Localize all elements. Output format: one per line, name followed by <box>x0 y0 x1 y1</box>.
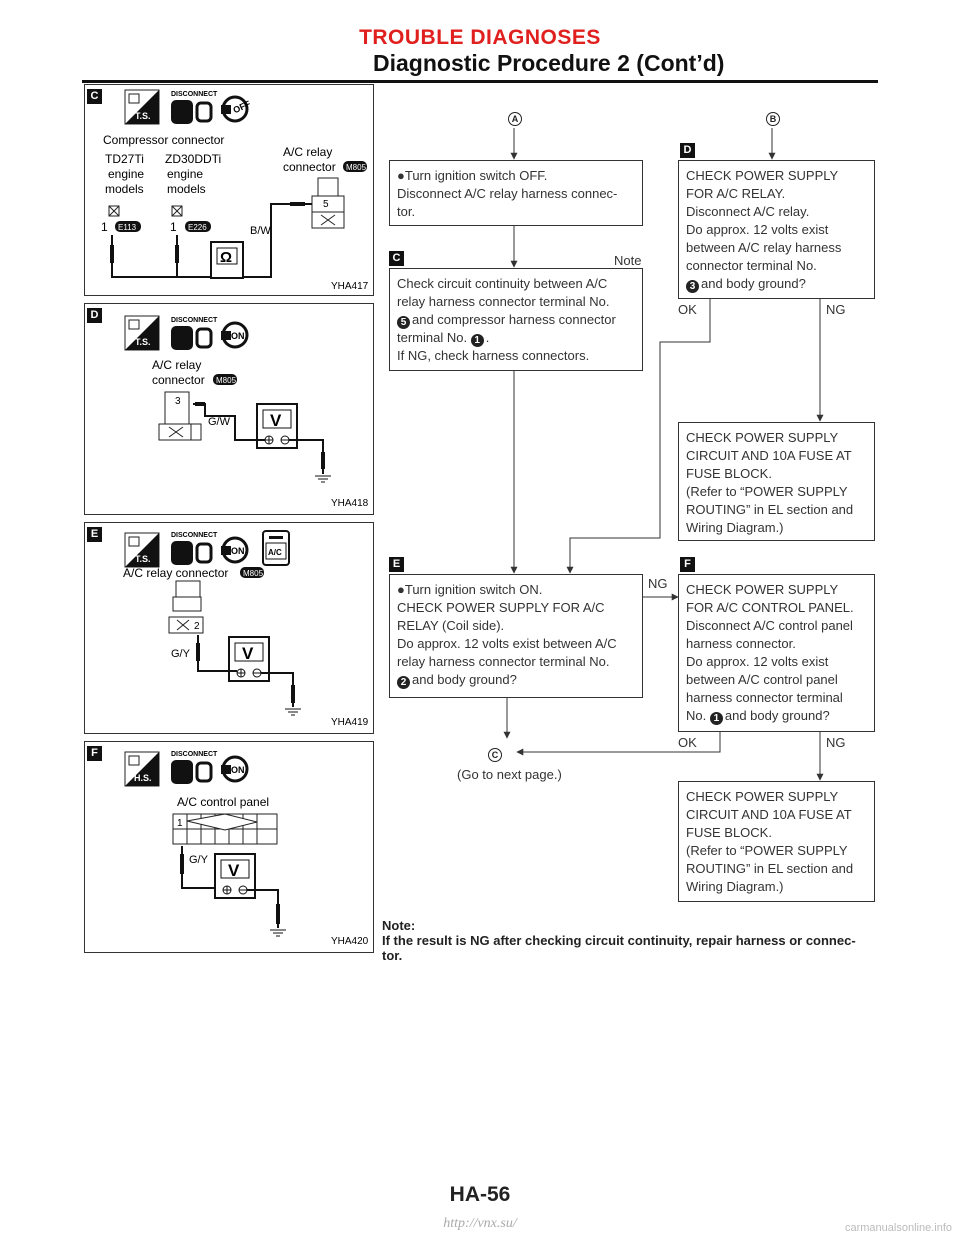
svg-text:A/C: A/C <box>268 548 282 557</box>
page-number: HA-56 <box>449 1183 511 1206</box>
svg-text:G/W: G/W <box>208 416 230 428</box>
step-label-e: E <box>389 557 404 572</box>
section-title: TROUBLE DIAGNOSES <box>359 26 601 49</box>
watermark: carmanualsonline.info <box>844 1222 952 1234</box>
entry-b-marker: B <box>766 109 780 127</box>
svg-text:connector: connector <box>283 160 336 174</box>
svg-text:V: V <box>242 644 254 663</box>
svg-text:3: 3 <box>175 396 181 407</box>
svg-text:G/Y: G/Y <box>189 854 208 866</box>
svg-text:ZD30DDTi: ZD30DDTi <box>165 152 222 166</box>
footnote <box>382 918 882 963</box>
svg-text:OFF: OFF <box>231 98 253 116</box>
footnote-text-2: tor. <box>382 948 403 963</box>
svg-text:connector: connector <box>152 373 205 387</box>
step-check-control-panel-power: CHECK POWER SUPPLY FOR A/C CONTROL PANEL. Disconnect A/C control panel harness connector. Do approx. 12 volts exist between A/C control panel harness connector terminal No. 1 and body ground? <box>678 574 875 732</box>
footnote-title: Note: <box>382 918 416 933</box>
panel-label-d: D <box>87 308 102 323</box>
svg-text:G/Y: G/Y <box>171 648 190 660</box>
footnote-text: If the result is NG after checking circuit continuity, repair harness or connec- <box>382 933 856 948</box>
svg-text:V: V <box>228 861 240 880</box>
step-check-fuse-block: CHECK POWER SUPPLY CIRCUIT AND 10A FUSE AT FUSE BLOCK. (Refer to “POWER SUPPLY ROUTING” in EL section and Wiring Diagram.) <box>678 422 875 541</box>
svg-text:A/C relay: A/C relay <box>152 358 202 372</box>
svg-text:YHA417: YHA417 <box>331 281 369 292</box>
source-url[interactable]: http://vnx.su/ <box>443 1216 517 1231</box>
svg-text:ON: ON <box>231 765 245 775</box>
exit-c-marker: C <box>488 745 502 763</box>
svg-text:5: 5 <box>323 199 329 210</box>
panel-label-e: E <box>87 527 102 542</box>
svg-text:1: 1 <box>177 818 183 829</box>
svg-text:1: 1 <box>170 220 177 234</box>
svg-text:engine: engine <box>167 167 204 181</box>
step-turn-ignition-off: ●Turn ignition switch OFF. Disconnect A/C relay harness connec- tor. <box>389 160 643 226</box>
page-title: Diagnostic Procedure 2 (Cont’d) <box>373 50 725 76</box>
svg-text:M805: M805 <box>216 376 237 385</box>
panel-label-f: F <box>87 746 102 761</box>
svg-text:YHA418: YHA418 <box>331 498 369 509</box>
svg-text:TD27Ti: TD27Ti <box>105 152 144 166</box>
step-label-d: D <box>680 143 695 158</box>
svg-text:YHA419: YHA419 <box>331 717 369 728</box>
svg-text:DISCONNECT: DISCONNECT <box>171 532 218 539</box>
step-label-c: C <box>389 251 404 266</box>
svg-text:E113: E113 <box>118 223 137 232</box>
svg-text:H.S.: H.S. <box>134 773 152 783</box>
svg-text:1: 1 <box>101 220 108 234</box>
box3-ok-label: OK <box>678 302 697 317</box>
note-tag: Note <box>614 253 642 268</box>
svg-text:E226: E226 <box>188 223 207 232</box>
svg-text:T.S.: T.S. <box>135 337 151 347</box>
svg-text:V: V <box>270 411 282 430</box>
panel-label-c: C <box>87 89 102 104</box>
step-label-f: F <box>680 557 695 572</box>
svg-text:ON: ON <box>231 546 245 556</box>
svg-text:DISCONNECT: DISCONNECT <box>171 317 218 324</box>
svg-text:T.S.: T.S. <box>135 554 151 564</box>
svg-text:models: models <box>167 182 206 196</box>
step-check-relay-power: CHECK POWER SUPPLY FOR A/C RELAY. Disconnect A/C relay. Do approx. 12 volts exist between A/C relay harness connector terminal No. 3 and body ground? <box>678 160 875 299</box>
svg-text:A/C relay connector: A/C relay connector <box>123 566 229 580</box>
svg-text:ON: ON <box>231 331 245 341</box>
svg-text:DISCONNECT: DISCONNECT <box>171 91 218 98</box>
box6-ok-label: OK <box>678 735 697 750</box>
svg-text:2: 2 <box>194 621 200 632</box>
go-next-page: (Go to next page.) <box>457 767 562 782</box>
svg-text:T.S.: T.S. <box>135 111 151 121</box>
entry-a-marker: A <box>508 109 522 127</box>
svg-text:B/W: B/W <box>250 225 271 237</box>
svg-text:DISCONNECT: DISCONNECT <box>171 751 218 758</box>
step-check-continuity: Check circuit continuity between A/C relay harness connector terminal No. 5 and compressor harness connector terminal No. 1 . If NG, check harness connectors. <box>389 268 643 371</box>
svg-text:A/C relay: A/C relay <box>283 145 333 159</box>
svg-text:engine: engine <box>108 167 145 181</box>
svg-text:models: models <box>105 182 144 196</box>
step-check-coil-side: ●Turn ignition switch ON. CHECK POWER SUPPLY FOR A/C RELAY (Coil side). Do approx. 12 volts exist between A/C relay harness connector terminal No. 2 and body ground? <box>389 574 643 698</box>
box5-ng-label: NG <box>648 576 668 591</box>
svg-text:YHA420: YHA420 <box>331 936 369 947</box>
svg-text:Ω: Ω <box>220 249 233 266</box>
svg-text:A/C control panel: A/C control panel <box>177 795 270 809</box>
step-check-fuse-block-2: CHECK POWER SUPPLY CIRCUIT AND 10A FUSE AT FUSE BLOCK. (Refer to “POWER SUPPLY ROUTING” in EL section and Wiring Diagram.) <box>678 781 875 902</box>
svg-text:M805: M805 <box>243 569 264 578</box>
box3-ng-label: NG <box>826 302 846 317</box>
box6-ng-label: NG <box>826 735 846 750</box>
svg-text:M805: M805 <box>346 163 367 172</box>
svg-text:Compressor connector: Compressor connector <box>103 133 225 147</box>
